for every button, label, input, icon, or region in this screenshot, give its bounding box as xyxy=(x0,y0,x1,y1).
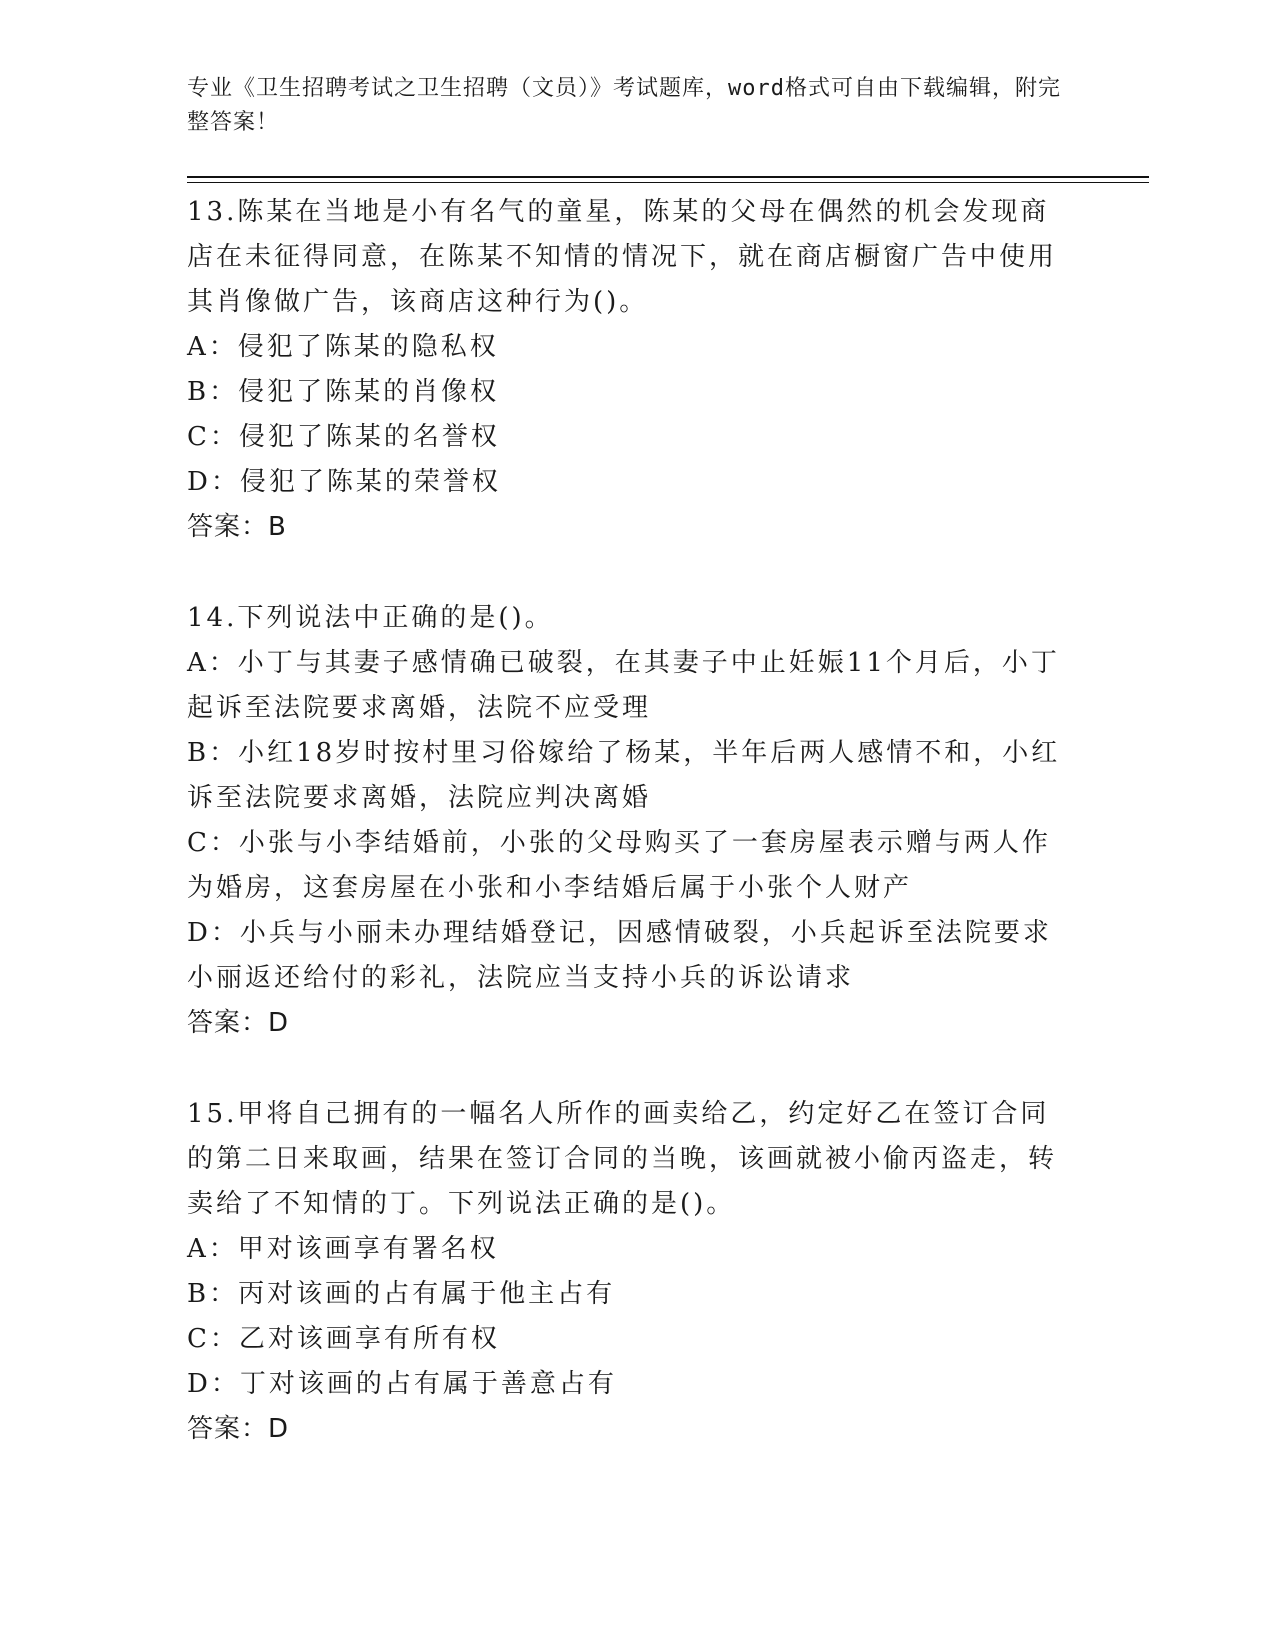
answer-line: 答案：D xyxy=(187,1008,290,1038)
option-d: D：丁对该画的占有属于善意占有 xyxy=(187,1369,617,1399)
option-c: C：侵犯了陈某的名誉权 xyxy=(187,422,500,452)
question-13 xyxy=(187,190,1067,550)
question-14 xyxy=(187,596,1067,1046)
header-text: 专业《卫生招聘考试之卫生招聘（文员）》考试题库，word格式可自由下载编辑，附完整答案！ xyxy=(187,76,1061,135)
option-c: C：小张与小李结婚前，小张的父母购买了一套房屋表示赠与两人作为婚房，这套房屋在小张和小李结婚后属于小张个人财产 xyxy=(187,828,1051,903)
option-b: B：小红18岁时按村里习俗嫁给了杨某，半年后两人感情不和，小红诉至法院要求离婚，法院应判决离婚 xyxy=(187,738,1061,813)
answer-line: 答案：D xyxy=(187,1414,290,1444)
question-15 xyxy=(187,1092,1067,1452)
option-a: A：侵犯了陈某的隐私权 xyxy=(187,332,499,362)
option-d: D：小兵与小丽未办理结婚登记，因感情破裂，小兵起诉至法院要求小丽返还给付的彩礼，法院应当支持小兵的诉讼请求 xyxy=(187,918,1052,993)
option-a: A：小丁与其妻子感情确已破裂，在其妻子中止妊娠11个月后，小丁起诉至法院要求离婚，法院不应受理 xyxy=(187,648,1060,723)
question-list xyxy=(187,190,1067,1452)
option-a: A：甲对该画享有署名权 xyxy=(187,1234,499,1264)
answer-line: 答案：B xyxy=(187,512,287,542)
question-stem: 13.陈某在当地是小有名气的童星，陈某的父母在偶然的机会发现商店在未征得同意，在陈某不知情的情况下，就在商店橱窗广告中使用其肖像做广告，该商店这种行为()。 xyxy=(187,197,1058,317)
question-spacer xyxy=(187,1046,1067,1092)
option-c: C：乙对该画享有所有权 xyxy=(187,1324,500,1354)
question-stem: 15.甲将自己拥有的一幅名人所作的画卖给乙，约定好乙在签订合同的第二日来取画，结果在签订合同的当晚，该画就被小偷丙盗走，转卖给了不知情的丁。下列说法正确的是()。 xyxy=(187,1099,1058,1219)
option-d: D：侵犯了陈某的荣誉权 xyxy=(187,467,501,497)
question-stem: 14.下列说法中正确的是()。 xyxy=(187,603,554,633)
question-spacer xyxy=(187,550,1067,596)
option-b: B：丙对该画的占有属于他主占有 xyxy=(187,1279,616,1309)
header-divider xyxy=(187,176,1149,183)
option-b: B：侵犯了陈某的肖像权 xyxy=(187,377,500,407)
